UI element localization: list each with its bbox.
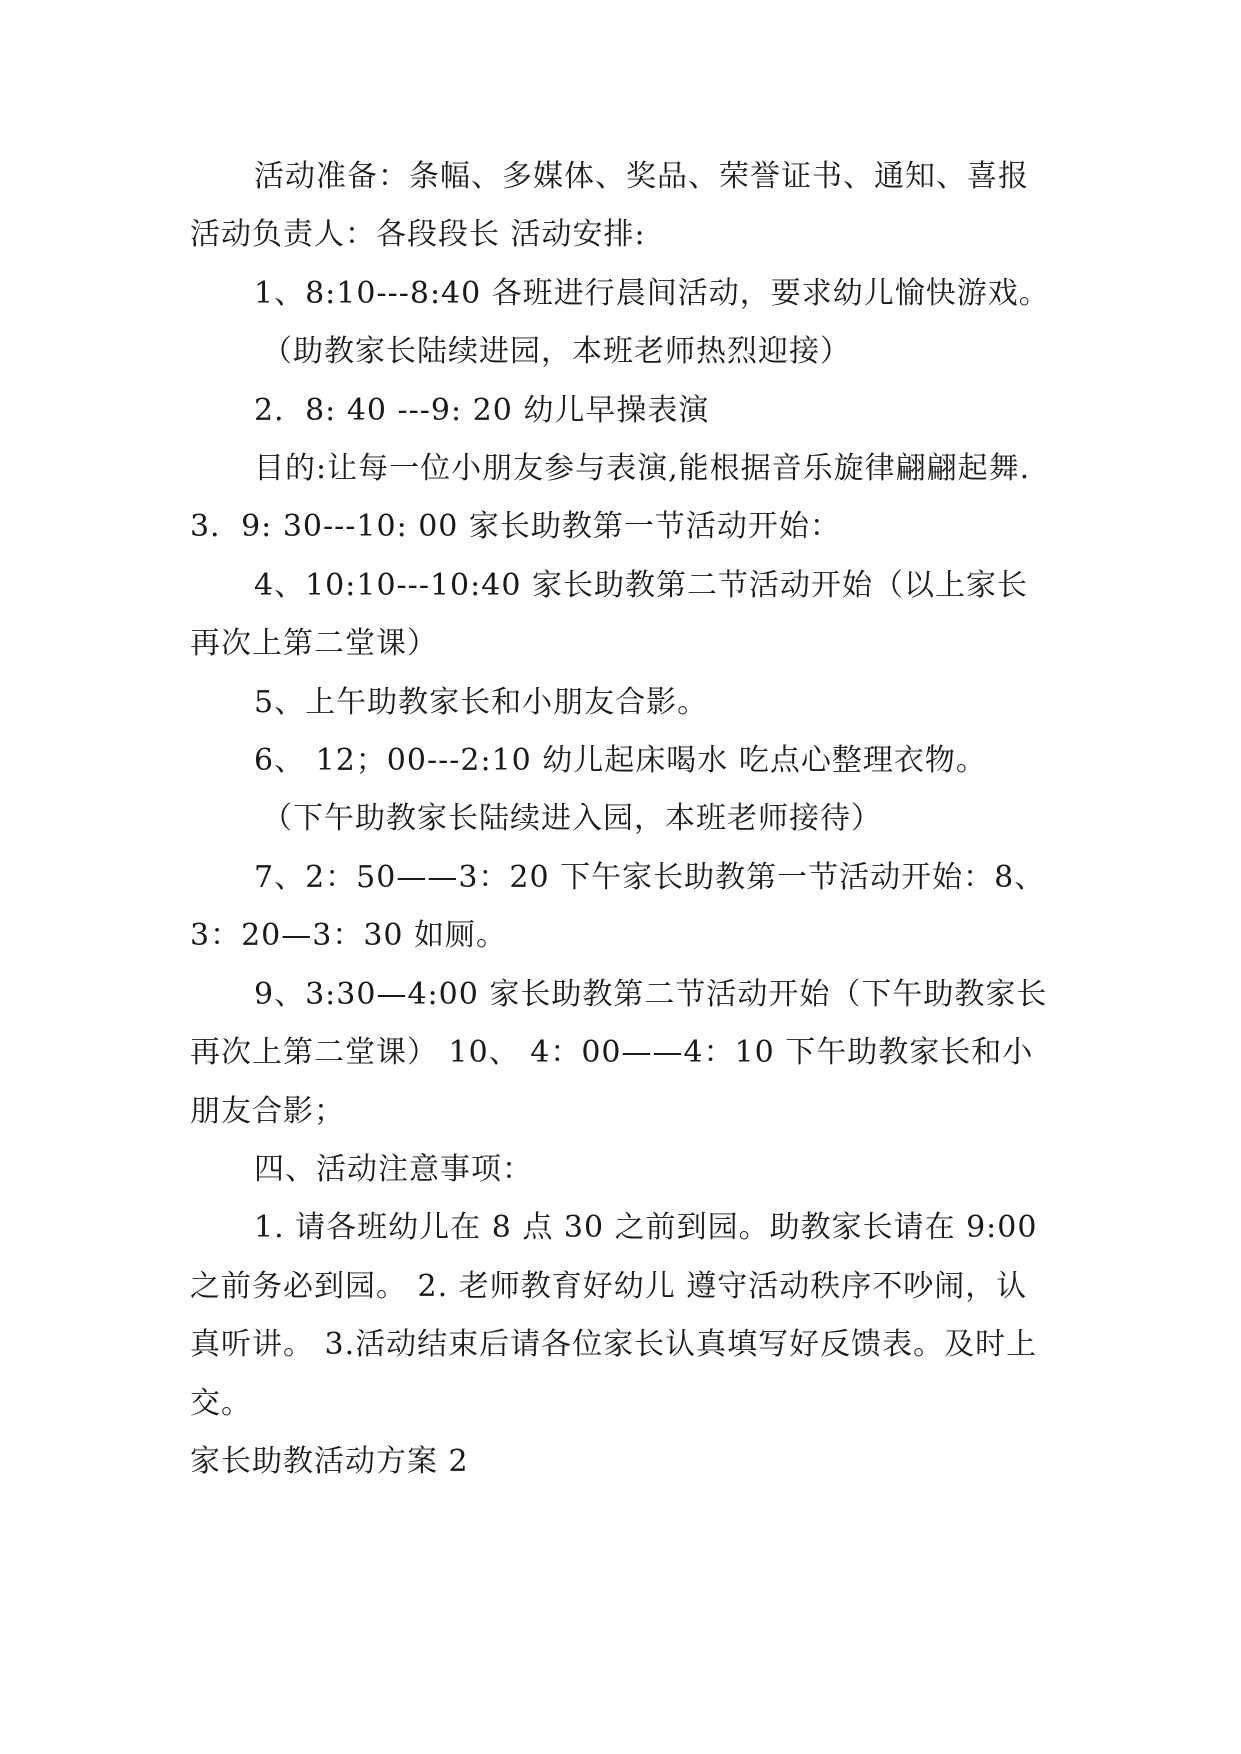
paragraph-preparation: 活动准备：条幅、多媒体、奖品、荣誉证书、通知、喜报 活动负责人：各段段长 活动安排: <box>190 159 1040 253</box>
paragraph-notes-list: 1. 请各班幼儿在 8 点 30 之前到园。助教家长请在 9:00之前务必到园。 2. 老师教育好幼儿 遵守活动秩序不吵闹，认真听讲。 3.活动结束后请各位家长认真填写好反馈表。及时上交。 <box>190 1210 1038 1421</box>
paragraph-item-9: 9、3:30—4:00 家长助教第二节活动开始（下午助教家长再次上第二堂课） 10、 4：00——4：10 下午助教家长和小朋友合影； <box>190 976 1048 1129</box>
paragraph-item-2: 2．8: 40 ---9: 20 幼儿早操表演 <box>254 392 710 428</box>
section-title: 家长助教活动方案 2 <box>190 1443 469 1479</box>
paragraph-item-6: 6、 12；00---2:10 幼儿起床喝水 吃点心整理衣物。 <box>254 743 987 779</box>
section-heading-notes: 四、活动注意事项： <box>254 1151 533 1187</box>
document-body <box>190 148 1052 1491</box>
paragraph-item-1: 1、8:10---8:40 各班进行晨间活动，要求幼儿愉快游戏。 <box>254 275 1050 311</box>
paragraph-item-5: 5、上午助教家长和小朋友合影。 <box>254 684 709 720</box>
paragraph-note-morning: （助教家长陆续进园，本班老师热烈迎接） <box>262 334 851 370</box>
paragraph-note-afternoon: （下午助教家长陆续进入园，本班老师接待） <box>262 801 882 837</box>
paragraph-item-4: 4、10:10---10:40 家长助教第二节活动开始（以上家长再次上第二堂课） <box>190 567 1028 662</box>
paragraph-item-7: 7、2：50——3：20 下午家长助教第一节活动开始：8、3：20—3：30 如厕。 <box>190 859 1046 954</box>
paragraph-purpose: 目的:让每一位小朋友参与表演,能根据音乐旋律翩翩起舞. 3．9: 30---10: 00 家长助教第一节活动开始： <box>190 451 1041 545</box>
